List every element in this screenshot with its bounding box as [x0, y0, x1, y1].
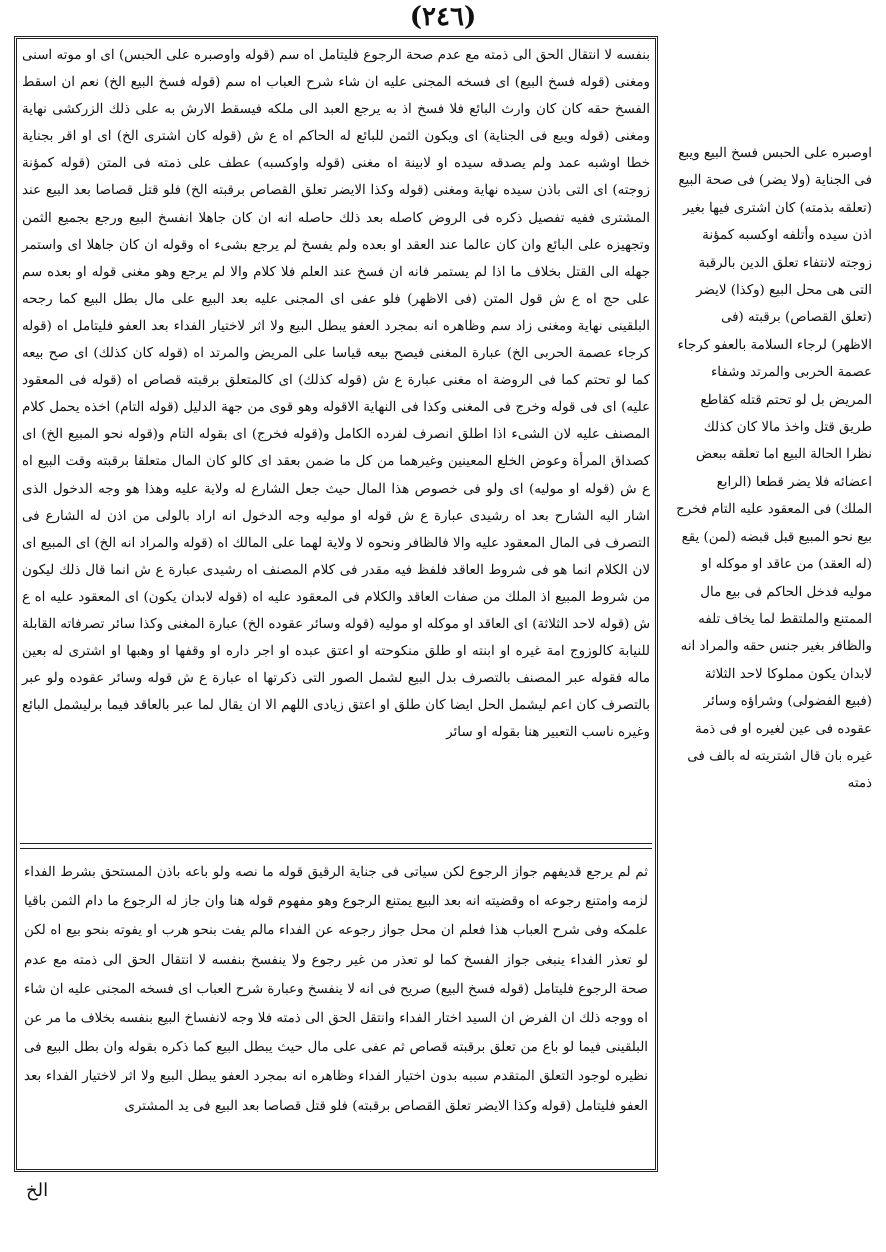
commentary-lower-text: ثم لم يرجع قديفهم جواز الرجوع لكن سياتى فى جناية الرقيق قوله ما نصه ولو باعه باذن المستحق بشرط الفداء لزمه وامتنع رجوعه اه وقضيته انه بعد البيع يمتنع الرجوع وهو مفهوم قوله هنا وان جاز له الرجوع ما دام الثمن باقيا علمكه وفى شرح العباب هذا فعلم ان محل جواز رجوعه عن الفداء مالم يفت بنحو هرب او يفوته بنحو بيع اه لكن لو تعذر الفداء ينبغى جواز الفسخ كما لو تعذر من غير رجوع ولا ينفسخ بنفسه لا انتقال الحق الى ذمته مع عدم صحة الرجوع فليتامل (قوله فسخ البيع) صريح فى انه لا ينفسخ وعبارة شرح العباب اى فسخه المجنى عليه ان شاء اه ووجه ذلك ان الفرض ان السيد اختار الفداء وانتقل الحق الى ذمته فلا وجه لانفساخ البيع بنفسه بخلاف ما مر عن البلقينى فيما لو باع من تعلق برقبته قصاص ثم عفى على مال حيث يبطل البيع كما ذكره بقوله وان بطل البيع فى نظيره لوجود التعلق المتقدم سببه بدون اختيار الفداء وظاهره انه بمجرد العفو يبطل البيع ولا اثر لاختيار الفداء بعد العفو فليتامل (قوله وكذا الايضر تعلق القصاص برقبته) فلو قتل قصاصا بعد البيع فى يد المشترى: [24, 865, 648, 1114]
footer-continuation: الخ: [26, 1180, 49, 1201]
matn-side-text: اوصبره على الحبس فسخ البيع ويبع فى الجناية (ولا يضر) فى صحة البيع (تعلقه بذمته) كان اشترى فيها بغير اذن سيده وأتلفه اوكسبه كمؤنة زوجته لانتفاء تعلق الدين بالرقبة التى هى محل البيع (وكذا) لايضر (تعلق القصاص) برقبته (فى الاظهر) لرجاء السلامة بالعفو كرجاء عصمة الحربى والمرتد وشفاء المريض بل لو تحتم قتله كقاطع طريق قتل واخذ مالا كان كذلك نظرا الحالة البيع اما تعلقه ببعض اعضائه فلا يضر قطعا (الرابع الملك) فى المعقود عليه التام فخرج بيع نحو المبيع قبل قبضه (لمن) يقع (له العقد) من عاقد او موكله او موليه فدخل الحاكم فى بيع مال الممتنع والملتقط لما يخاف تلفه والظافر بغير جنس حقه والمراد انه لابدان يكون مملوكا لاحد الثلاثة (فبيع الفضولى) وشراؤه وسائر عقوده فى عين لغيره او فى ذمة غيره بان قال اشتريته له بالف فى ذمته: [676, 146, 872, 792]
commentary-main-text: بنفسه لا انتقال الحق الى ذمته مع عدم صحة الرجوع فليتامل اه سم (قوله واوصبره على الحبس) اى او موته اسنى ومغنى (قوله فسخ البيع) اى فسخه المجنى عليه ان شاء شرح العباب اه سم (قوله فسخ البيع الخ) نعم ان اسقط الفسخ حقه كان كان وارث البائع فلا فسخ اذ به يرجع العبد الى ملكه فيسقط الارش به على ذلك الزركشى نهاية ومغنى (قوله ويبع فى الجناية) اى ويكون الثمن للبائع له الحاكم اه ع ش (قوله كان اشترى الخ) اى او اقر بجناية خطا اوشبه عمد ولم يصدقه سيده او لابينة اه مغنى (قوله واوكسبه) عطف على ذمته فى المتن (قوله كمؤنة زوجته) اى التى باذن سيده نهاية ومغنى (قوله وكذا الايضر تعلق القصاص برقبته الخ) فلو قتل قصاصا بعد البيع عند المشترى ففيه تفصيل ذكره فى الروض كاصله بعد ذلك حاصله انه ان كان جاهلا انفسخ البيع ورجع بجميع الثمن وتجهيزه على البائع وان كان عالما عند العقد او بعده ولم يفسخ لم يرجع بشىء اه وقوله ان كان جاهلا اى واستمر جهله الى القتل بخلاف ما اذا لم يستمر فانه ان فسخ عند العلم فلا كلام والا لم يرجع وهو مغنى قوله او بعده سم على حج اه ع ش قول المتن (فى الاظهر) فلو عفى اى المجنى عليه بعد البيع على مال بطل البيع كما رجحه البلقينى نهاية ومغنى زاد سم وظاهره انه بمجرد العفو يبطل البيع ولا اثر لاختيار الفداء بعد العفو فليتامل اه (قوله كرجاء عصمة الحربى الخ) عبارة المغنى فيصح بيعه قياسا على المريض والمرتد اه (قوله كان كذلك) اى صح بيعه كما لو تحتم كما فى الروضة اه مغنى عبارة ع ش (قوله كذلك) اى كالمتعلق برقبته قصاص اه (قوله فى المعقود عليه) اى فى قوله وخرج فى المغنى وكذا فى النهاية الاقوله وهو قوى من جهة الدليل (قوله التام) اخذه يحمل كلام المصنف عليه لان الشىء اذا اطلق انصرف لفرده الكامل و(قوله فخرج) اى بقوله التام و(قوله نحو المبيع الخ) اى كصداق المرأة وعوض الخلع المعينين وغيرهما من كل ما ضمن بعقد اى كالو كان المال متعلقا برقبته وقت البيع اه ع ش (قوله او موليه) اى ولو فى خصوص هذا المال حيث جعل الشارع له ولاية عليه وهذا هو وجه الدخول الذى اشار اليه الشارح بعد اه رشيدى عبارة ع ش قوله او موليه وجه الدخول انه اراد بالولى من اذن له الشارع فى التصرف فى المال المعقود عليه والا فالظافر ونحوه لا ولاية لهما على المالك اه (قوله والمراد انه الخ) اى المبيع اى لان الكلام انما هو فى شروط العاقد فلفظ فيه مقدر فى كلام المصنف اه رشيدى عبارة ع ش انما قال ذلك ليكون من شروط المبيع اذ الملك من صفات العاقد والكلام فى المعقود عليه اه (قوله لابدان يكون) اى المعقود عليه اه ع ش (قوله لاحد الثلاثة) اى العاقد او موكله او موليه (قوله وسائر عقوده الخ) عبارة المغنى وكذا سائر تصرفاته القابلة للنيابة كالوزوج امة غيره او ابنته او طلق منكوحته او اعتق عبده او اجر داره او وقفها او وهبها او اشترى له بعين ماله فقوله عبر المصنف بالتصرف بدل البيع لشمل الصور التى ذكرتها اه عبارة ع ش قوله وسائر عقوده ولو عبر بالتصرف كان اعم ليشمل الحل ايضا كان طلق او اعتق زيادى اللهم الا ان يقال لما عبر بالعاقد فيما برليشمل البائع وغيره ناسب التعبير هنا بقوله او سائر: [22, 48, 651, 741]
page-number: (٢٤٦): [409, 2, 477, 32]
section-divider: [20, 843, 652, 849]
